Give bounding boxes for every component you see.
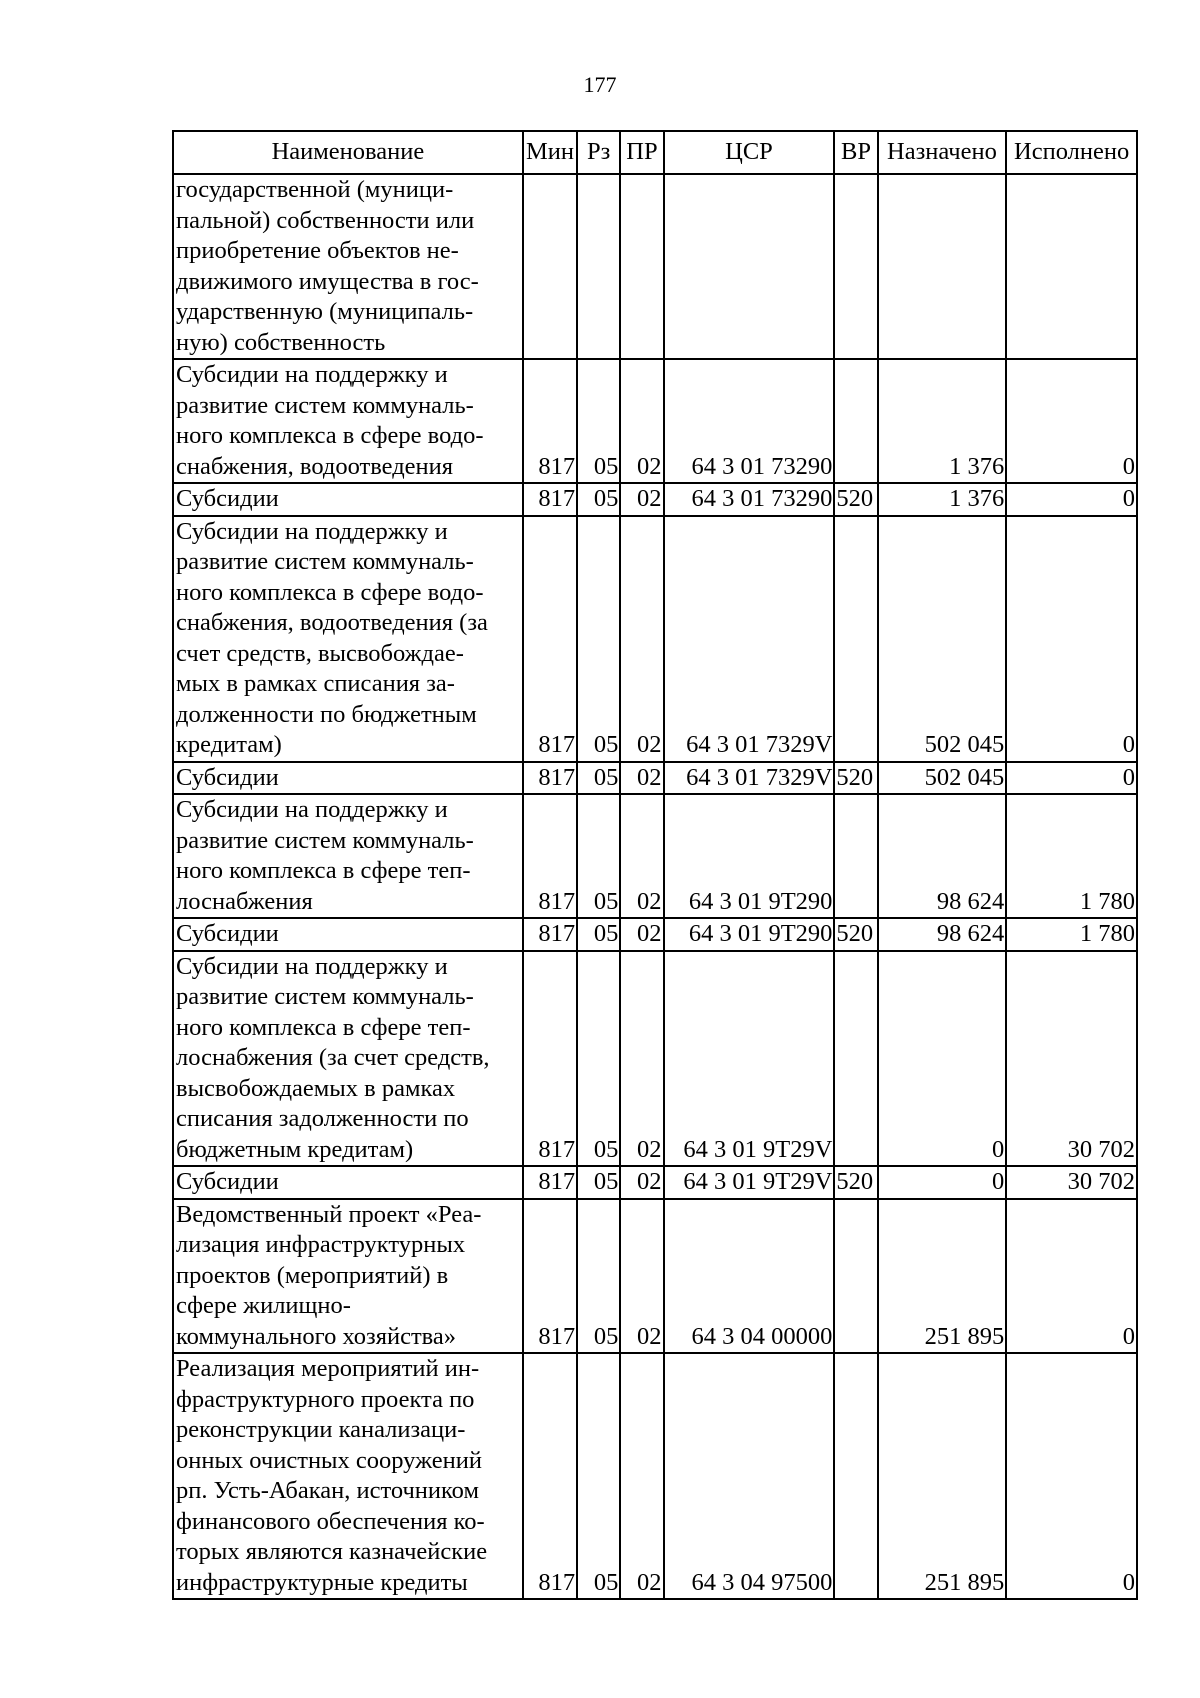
- row-name-line: лоснабжения: [176, 887, 313, 915]
- row-executed: 0: [1006, 483, 1137, 516]
- row-name-line: мых в рамках списания за-: [176, 670, 455, 697]
- row-name-line: проектов (мероприятий) в: [176, 1261, 449, 1289]
- row-vr: 520: [834, 762, 877, 795]
- row-name-line: развитие систем коммуналь-: [176, 983, 474, 1010]
- row-executed: 0: [1006, 1353, 1137, 1599]
- header-row: [173, 131, 1137, 174]
- row-name-line: государственной (муници-: [176, 176, 454, 203]
- row-executed: 0: [1006, 1199, 1137, 1354]
- row-rz: 05: [577, 951, 620, 1167]
- row-name-line: ударственную (муниципаль-: [176, 298, 474, 325]
- header-rz: Рз: [577, 131, 620, 174]
- row-name-line: движимого имущества в гос-: [176, 267, 479, 295]
- row-name-line: Субсидии: [176, 920, 279, 947]
- row-name-line: коммунального хозяйства»: [176, 1322, 457, 1350]
- row-csr: 64 3 01 73290: [664, 483, 835, 516]
- row-rz: 05: [577, 918, 620, 951]
- row-name-line: ную) собственность: [176, 328, 386, 356]
- table-row: [173, 1166, 1137, 1199]
- row-csr: 64 3 01 73290: [664, 359, 835, 483]
- row-pr: 02: [620, 516, 663, 762]
- row-name-line: Субсидии на поддержку и: [176, 796, 448, 823]
- row-vr: [834, 516, 877, 762]
- table-row: [173, 918, 1137, 951]
- row-executed: 30 702: [1006, 1166, 1137, 1199]
- row-pr: 02: [620, 359, 663, 483]
- row-name-line: реконструкции канализаци-: [176, 1416, 466, 1443]
- row-name: [173, 1199, 523, 1354]
- row-name-line: ного комплекса в сфере теп-: [176, 857, 471, 884]
- row-name-line: ного комплекса в сфере теп-: [176, 1013, 471, 1041]
- row-csr: 64 3 04 00000: [664, 1199, 835, 1354]
- row-assigned: 251 895: [878, 1353, 1007, 1599]
- row-assigned: 98 624: [878, 918, 1007, 951]
- row-pr: 02: [620, 951, 663, 1167]
- row-name-line: пальной) собственности или: [176, 206, 475, 234]
- row-rz: 05: [577, 1166, 620, 1199]
- row-min: 817: [523, 516, 577, 762]
- row-rz: 05: [577, 483, 620, 516]
- header-pr: ПР: [620, 131, 663, 174]
- row-name-line: ного комплекса в сфере водо-: [176, 422, 484, 449]
- row-assigned: 0: [878, 951, 1007, 1167]
- page-number: 177: [583, 72, 617, 97]
- row-executed: 1 780: [1006, 918, 1137, 951]
- row-name: [173, 359, 523, 483]
- row-name-line: высвобождаемых в рамках: [176, 1074, 456, 1102]
- row-rz: 05: [577, 762, 620, 795]
- row-name-line: списания задолженности по: [176, 1105, 469, 1132]
- row-name-line: Ведомственный проект «Реа-: [176, 1200, 482, 1228]
- row-name: [173, 794, 523, 918]
- row-name-line: снабжения, водоотведения (за: [176, 609, 488, 636]
- table-row: [173, 1199, 1137, 1354]
- row-rz: 05: [577, 359, 620, 483]
- row-vr: [834, 1199, 877, 1354]
- row-vr: [834, 1353, 877, 1599]
- row-executed: 0: [1006, 359, 1137, 483]
- header-csr: ЦСР: [664, 131, 835, 174]
- row-name-line: счет средств, высвобождае-: [176, 639, 464, 667]
- row-executed: 0: [1006, 516, 1137, 762]
- row-assigned: 502 045: [878, 516, 1007, 762]
- row-vr: 520: [834, 918, 877, 951]
- row-assigned: 98 624: [878, 794, 1007, 918]
- row-pr: 02: [620, 794, 663, 918]
- row-executed: 1 780: [1006, 794, 1137, 918]
- row-vr: [834, 174, 877, 359]
- row-rz: 05: [577, 1353, 620, 1599]
- row-min: 817: [523, 762, 577, 795]
- row-csr: 64 3 04 97500: [664, 1353, 835, 1599]
- row-name: [173, 483, 523, 516]
- table-row: [173, 794, 1137, 918]
- table-row: [173, 951, 1137, 1167]
- row-rz: 05: [577, 794, 620, 918]
- row-rz: 05: [577, 1199, 620, 1354]
- header-assigned: Назначено: [878, 131, 1007, 174]
- row-name: [173, 951, 523, 1167]
- row-assigned: [878, 174, 1007, 359]
- row-name-line: онных очистных сооружений: [176, 1446, 482, 1474]
- row-name-line: Субсидии: [176, 763, 279, 791]
- row-executed: 0: [1006, 762, 1137, 795]
- row-pr: 02: [620, 483, 663, 516]
- row-name-line: инфраструктурные кредиты: [176, 1568, 468, 1596]
- row-rz: [577, 174, 620, 359]
- row-name-line: развитие систем коммуналь-: [176, 548, 474, 575]
- row-pr: 02: [620, 1166, 663, 1199]
- row-pr: [620, 174, 663, 359]
- row-csr: 64 3 01 9Т290: [664, 794, 835, 918]
- row-name: [173, 762, 523, 795]
- row-name-line: Субсидии на поддержку и: [176, 361, 448, 388]
- row-csr: 64 3 01 7329V: [664, 516, 835, 762]
- row-name-line: лизация инфраструктурных: [176, 1231, 466, 1258]
- row-assigned: 1 376: [878, 483, 1007, 516]
- row-min: 817: [523, 951, 577, 1167]
- table-body: [173, 174, 1137, 1599]
- row-pr: 02: [620, 762, 663, 795]
- row-vr: [834, 951, 877, 1167]
- row-min: 817: [523, 359, 577, 483]
- row-name-line: Реализация мероприятий ин-: [176, 1355, 480, 1382]
- row-assigned: 0: [878, 1166, 1007, 1199]
- row-csr: [664, 174, 835, 359]
- row-min: 817: [523, 1199, 577, 1354]
- row-assigned: 251 895: [878, 1199, 1007, 1354]
- table-row: [173, 516, 1137, 762]
- row-vr: [834, 794, 877, 918]
- row-name-line: Субсидии: [176, 1168, 279, 1195]
- row-name: [173, 1166, 523, 1199]
- row-name-line: рп. Усть-Абакан, источником: [176, 1477, 479, 1504]
- row-name: [173, 174, 523, 359]
- row-min: 817: [523, 1353, 577, 1599]
- header-min: Мин: [523, 131, 577, 174]
- row-name-line: бюджетным кредитам): [176, 1135, 414, 1163]
- row-name-line: ного комплекса в сфере водо-: [176, 578, 484, 606]
- row-min: 817: [523, 1166, 577, 1199]
- table-row: [173, 762, 1137, 795]
- row-min: 817: [523, 794, 577, 918]
- row-name-line: сфере жилищно-: [176, 1292, 351, 1319]
- row-pr: 02: [620, 918, 663, 951]
- row-name-line: Субсидии на поддержку и: [176, 952, 448, 980]
- row-vr: 520: [834, 1166, 877, 1199]
- row-csr: 64 3 01 7329V: [664, 762, 835, 795]
- header-executed: Исполнено: [1006, 131, 1137, 174]
- table-row: [173, 359, 1137, 483]
- row-pr: 02: [620, 1199, 663, 1354]
- row-min: 817: [523, 483, 577, 516]
- row-executed: [1006, 174, 1137, 359]
- row-rz: 05: [577, 516, 620, 762]
- row-executed: 30 702: [1006, 951, 1137, 1167]
- table-row: [173, 483, 1137, 516]
- row-name: [173, 918, 523, 951]
- table-row: [173, 1353, 1137, 1599]
- row-csr: 64 3 01 9Т29V: [664, 951, 835, 1167]
- header-name: Наименование: [173, 131, 523, 174]
- row-vr: 520: [834, 483, 877, 516]
- row-pr: 02: [620, 1353, 663, 1599]
- row-name-line: торых являются казначейские: [176, 1538, 488, 1565]
- row-csr: 64 3 01 9Т29V: [664, 1166, 835, 1199]
- row-name-line: фраструктурного проекта по: [176, 1385, 475, 1413]
- row-min: [523, 174, 577, 359]
- row-name-line: развитие систем коммуналь-: [176, 826, 474, 854]
- row-name-line: долженности по бюджетным: [176, 700, 477, 728]
- row-name: [173, 516, 523, 762]
- table-row: [173, 174, 1137, 359]
- row-name-line: развитие систем коммуналь-: [176, 391, 474, 419]
- row-name: [173, 1353, 523, 1599]
- row-name-line: приобретение объектов не-: [176, 237, 459, 264]
- row-name-line: снабжения, водоотведения: [176, 452, 454, 480]
- row-assigned: 502 045: [878, 762, 1007, 795]
- row-name-line: кредитам): [176, 731, 282, 758]
- row-name-line: лоснабжения (за счет средств,: [176, 1044, 490, 1071]
- row-name-line: финансового обеспечения ко-: [176, 1507, 485, 1535]
- row-name-line: Субсидии: [176, 485, 279, 512]
- budget-table: [172, 130, 1138, 1600]
- row-min: 817: [523, 918, 577, 951]
- row-vr: [834, 359, 877, 483]
- row-csr: 64 3 01 9Т290: [664, 918, 835, 951]
- header-vr: ВР: [834, 131, 877, 174]
- row-assigned: 1 376: [878, 359, 1007, 483]
- row-name-line: Субсидии на поддержку и: [176, 517, 448, 545]
